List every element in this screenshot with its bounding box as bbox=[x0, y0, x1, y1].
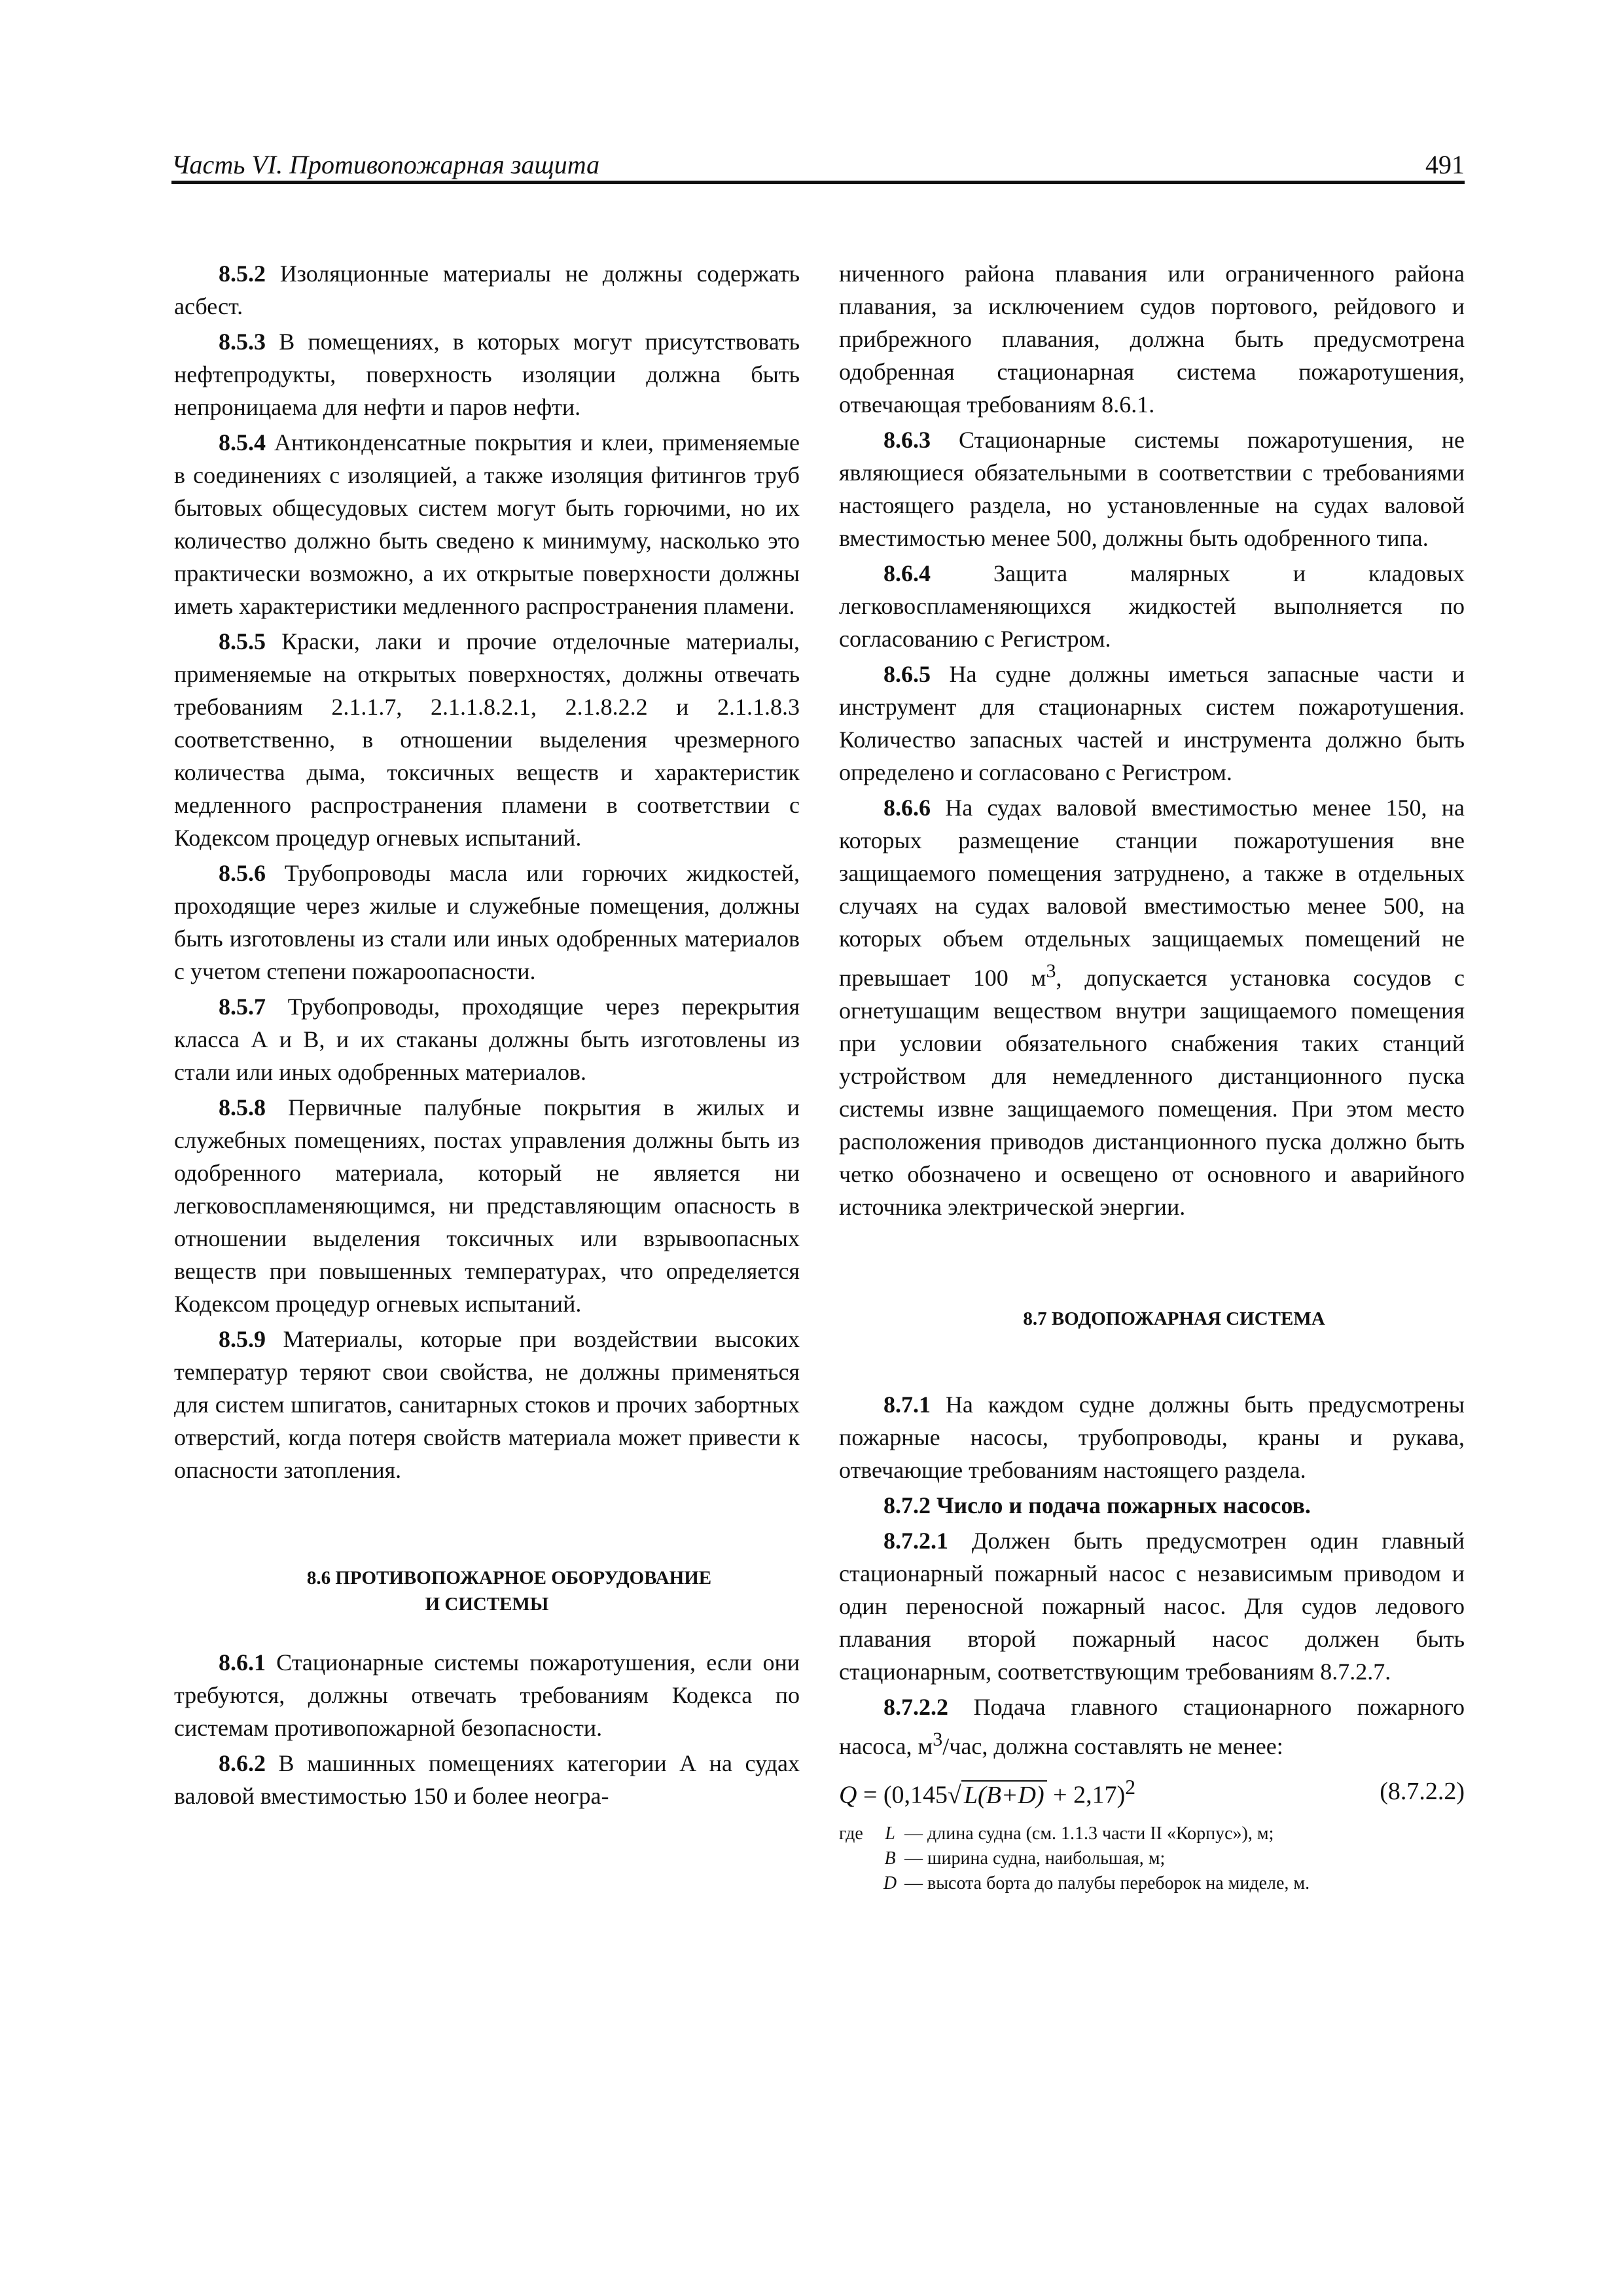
paragraph-text: Изоляционные материалы не должны содержать асбест. bbox=[174, 260, 800, 319]
paragraph-text: Трубопроводы масла или горючих жидкостей, проходящие через жилые и служебные помещения, должны быть изготовлены из стали или иных одобренных материалов с учетом степени пожароопасности. bbox=[174, 860, 800, 984]
clause-number: 8.5.6 bbox=[219, 860, 266, 886]
paragraph-text: Материалы, которые при воздействии высоких температур теряют свои свойства, не должны применяться для систем шпигатов, санитарных стоков и прочих забортных отверстий, когда потеря свойств материала может привести к опасности затопления. bbox=[174, 1326, 800, 1483]
paragraph-8-5-7 bbox=[174, 990, 800, 1088]
paragraph-text: Защита малярных и кладовых легковоспламеняющихся жидкостей выполняется по согласованию с Регистром. bbox=[839, 560, 1465, 652]
clause-number: 8.5.3 bbox=[219, 329, 266, 355]
note-row bbox=[839, 1871, 1465, 1896]
note-where bbox=[839, 1846, 876, 1871]
right-column bbox=[839, 257, 1465, 1896]
note-row bbox=[839, 1821, 1465, 1846]
paragraph-8-6-2-continued: ниченного района плавания или ограниченного района плавания, за исключением судов портового, рейдового и прибрежного плавания, должна быть предусмотрена одобренная стационарная система пожаротушения, отвечающая требованиям 8.6.1. bbox=[839, 260, 1465, 418]
paragraph-8-5-2 bbox=[174, 257, 800, 323]
clause-number: 8.6.6 bbox=[883, 795, 931, 821]
formula-8-7-2-2 bbox=[839, 1769, 1465, 1814]
paragraph-text: Должен быть предусмотрен один главный стационарный пожарный насос с независимым приводом и один переносной пожарный насос. Для судов ледового плавания второй пожарный насос должен быть стационарным, соответствующим требованиям 8.7.2.7. bbox=[839, 1528, 1465, 1685]
formula-notes bbox=[839, 1821, 1465, 1896]
clause-number: 8.6.4 bbox=[883, 560, 931, 586]
paragraph-text: На каждом судне должны быть предусмотрены пожарные насосы, трубопроводы, краны и рукава, отвечающие требованиям настоящего раздела. bbox=[839, 1391, 1465, 1483]
paragraph-8-6-1 bbox=[174, 1646, 800, 1744]
page-number: 491 bbox=[1425, 150, 1465, 179]
paragraph-8-5-6 bbox=[174, 857, 800, 988]
running-title: Часть VI. Противопожарная защита bbox=[171, 150, 600, 179]
formula-text: + 2,17) bbox=[1046, 1781, 1126, 1809]
clause-number: 8.5.5 bbox=[219, 628, 266, 655]
superscript: 2 bbox=[1125, 1776, 1136, 1799]
subheading-8-7-2: 8.7.2 Число и подача пожарных насосов. bbox=[883, 1492, 1311, 1518]
clause-number: 8.6.1 bbox=[219, 1649, 266, 1676]
paragraph-text: Стационарные системы пожаротушения, если они требуются, должны отвечать требованиям Кодекса по системам противопожарной безопасности. bbox=[174, 1649, 800, 1741]
paragraph-text: Краски, лаки и прочие отделочные материалы, применяемые на открытых поверхностях, должны отвечать требованиям 2.1.1.7, 2.1.1.8.2.1, 2.1.8.2.2 и 2.1.1.8.3 соответственно, в отношении выделения чрезмерного количества дыма, токсичных веществ и характеристик медленного распространения пламени в соответствии с Кодексом процедур огневых испытаний. bbox=[174, 628, 800, 851]
paragraph-text: Первичные палубные покрытия в жилых и служебных помещениях, постах управления должны быть из одобренного материала, который не является ни легковоспламеняющимся, ни представляющим опасность в отношении выделения токсичных или взрывоопасных веществ при повышенных температурах, что определяется Кодексом процедур огневых испытаний. bbox=[174, 1094, 800, 1317]
clause-number: 8.7.1 bbox=[883, 1391, 931, 1418]
paragraph-text: На судах валовой вместимостью менее 150, на которых размещение станции пожаротушения вне защищаемого помещения затруднено, а также в отдельных случаях на судах валовой вместимостью менее 500, на которых объем отдельных защищаемых помещений не превышает 100 м bbox=[839, 795, 1465, 991]
note-text: — ширина судна, наибольшая, м; bbox=[904, 1848, 1166, 1869]
clause-number: 8.5.2 bbox=[219, 260, 266, 287]
note-symbol: B bbox=[884, 1848, 896, 1869]
heading-line: 8.6 ПРОТИВОПОЖАРНОЕ ОБОРУДОВАНИЕ bbox=[306, 1568, 712, 1588]
formula-lhs: Q bbox=[839, 1781, 857, 1809]
paragraph-8-6-5 bbox=[839, 658, 1465, 789]
formula-number: (8.7.2.2) bbox=[1380, 1777, 1465, 1805]
heading-line: И СИСТЕМЫ bbox=[425, 1594, 549, 1615]
paragraph-text: Стационарные системы пожаротушения, не являющиеся обязательными в соответствии с требованиями настоящего раздела, но установленные на судах валовой вместимостью менее 500, должны быть одобренного типа. bbox=[839, 427, 1465, 551]
paragraph-8-6-2 bbox=[174, 1747, 800, 1812]
paragraph-text: Трубопроводы, проходящие через перекрытия класса А и В, и их стаканы должны быть изготовлены из стали или иных одобренных материалов. bbox=[174, 994, 800, 1085]
paragraph-text: В помещениях, в которых могут присутствовать нефтепродукты, поверхность изоляции должна быть непроницаема для нефти и паров нефти. bbox=[174, 329, 800, 420]
sqrt-radicand: L(B+D) bbox=[961, 1780, 1047, 1809]
note-row bbox=[839, 1846, 1465, 1871]
paragraph-8-6-4 bbox=[839, 557, 1465, 655]
note-text: — длина судна (см. 1.1.3 части II «Корпус»), м; bbox=[904, 1823, 1274, 1844]
clause-number: 8.7.2.1 bbox=[883, 1528, 948, 1554]
note-symbol: L bbox=[885, 1823, 895, 1844]
note-where: где bbox=[839, 1823, 863, 1844]
section-heading-8-7: 8.7 ВОДОПОЖАРНАЯ СИСТЕМА bbox=[1023, 1308, 1325, 1329]
clause-number: 8.5.8 bbox=[219, 1094, 266, 1121]
clause-number: 8.5.7 bbox=[219, 994, 266, 1020]
header-rule bbox=[171, 181, 1465, 184]
note-symbol: D bbox=[883, 1873, 897, 1893]
paragraph-text: Антиконденсатные покрытия и клеи, применяемые в соединениях с изоляцией, а также изоляция фитингов труб бытовых общесудовых систем могут быть горючими, но их количество должно быть сведено к минимуму, насколько это практически возможно, а их открытые поверхности должны иметь характеристики медленного распространения пламени. bbox=[174, 429, 800, 619]
paragraph-8-6-3 bbox=[839, 423, 1465, 554]
paragraph-8-6-6 bbox=[839, 791, 1465, 1223]
paragraph-8-5-3 bbox=[174, 325, 800, 423]
note-where bbox=[839, 1871, 876, 1896]
paragraph-8-5-4 bbox=[174, 426, 800, 622]
paragraph-8-5-8 bbox=[174, 1091, 800, 1320]
clause-number: 8.6.2 bbox=[219, 1750, 266, 1776]
sqrt-sign: √ L(B+D) bbox=[948, 1777, 1047, 1814]
clause-number: 8.7.2.2 bbox=[883, 1694, 948, 1720]
superscript: 3 bbox=[933, 1729, 943, 1750]
clause-number: 8.6.5 bbox=[883, 661, 931, 687]
superscript: 3 bbox=[1046, 960, 1056, 982]
clause-number: 8.5.4 bbox=[219, 429, 266, 456]
paragraph-8-5-9 bbox=[174, 1323, 800, 1486]
paragraph-text: В машинных помещениях категории А на судах валовой вместимостью 150 и более неогра- bbox=[174, 1750, 800, 1809]
paragraph-text: На судне должны иметься запасные части и инструмент для стационарных систем пожаротушения. Количество запасных частей и инструмента должно быть определено и согласовано с Регистром. bbox=[839, 661, 1465, 785]
page-header bbox=[171, 149, 1465, 181]
section-heading-8-6 bbox=[174, 1565, 800, 1617]
formula-expression bbox=[839, 1769, 1135, 1814]
paragraph-8-7-2-2 bbox=[839, 1691, 1465, 1763]
left-column bbox=[174, 257, 800, 1812]
paragraph-text: , допускается установка сосудов с огнетушащим веществом внутри защищаемого помещения при условии обязательного снабжения таких станций устройством для немедленного дистанционного пуска системы извне защищаемого помещения. При этом место расположения приводов дистанционного пуска должно быть четко обозначено и освещено от основного и аварийного источника электрической энергии. bbox=[839, 965, 1465, 1220]
clause-number: 8.5.9 bbox=[219, 1326, 266, 1352]
paragraph-text: /час, должна составлять не менее: bbox=[942, 1733, 1283, 1759]
paragraph-8-7-1 bbox=[839, 1388, 1465, 1486]
note-text: — высота борта до палубы переборок на миделе, м. bbox=[904, 1873, 1310, 1893]
formula-text: = (0,145 bbox=[857, 1781, 948, 1809]
paragraph-8-5-5 bbox=[174, 625, 800, 854]
clause-number: 8.6.3 bbox=[883, 427, 931, 453]
paragraph-8-7-2-1 bbox=[839, 1524, 1465, 1688]
paragraph-text: Подача главного стационарного пожарного насоса, м bbox=[839, 1694, 1465, 1759]
